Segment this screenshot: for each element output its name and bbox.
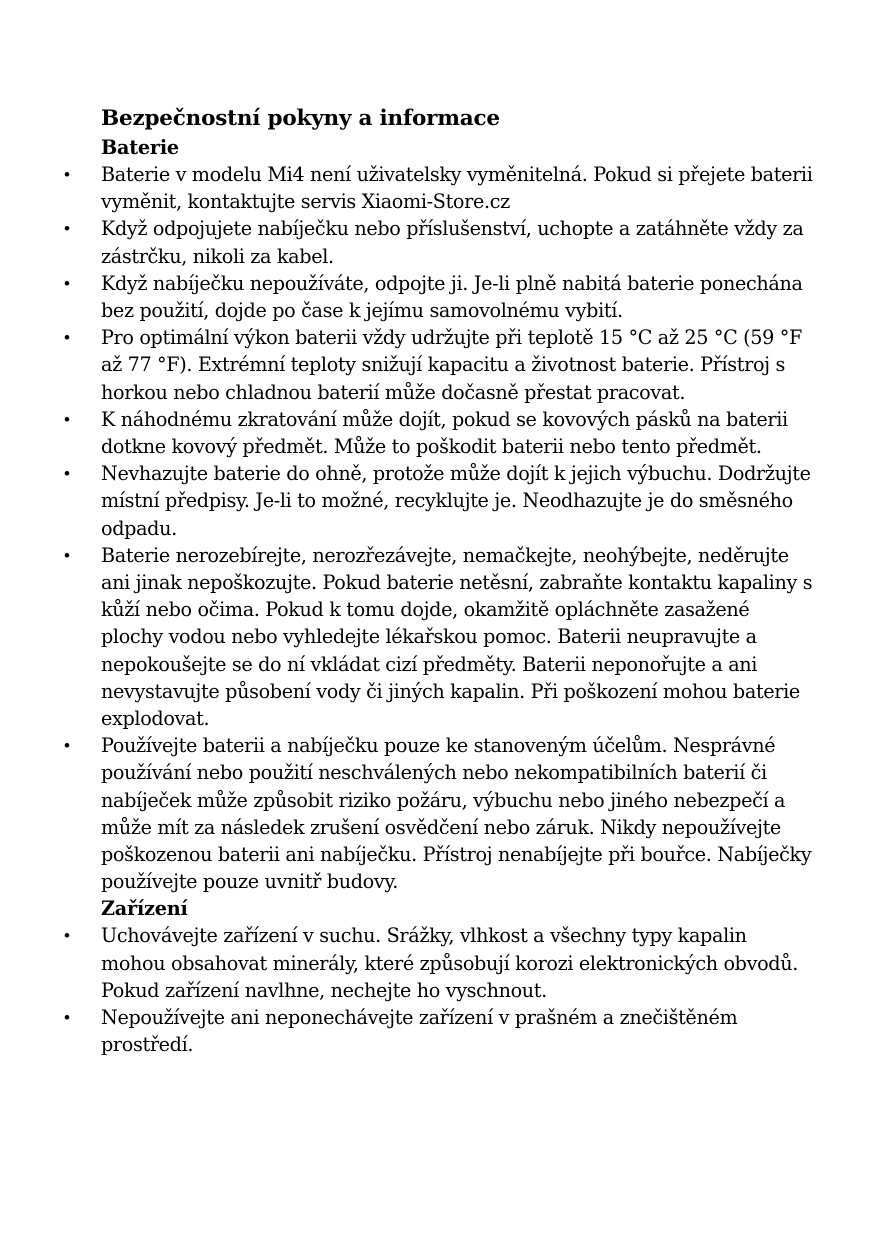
document-content (101, 104, 813, 1059)
section-heading-zarizeni: Zařízení (101, 897, 188, 921)
list-item: • Baterie nerozebírejte, nerozřezávejte, nemačkejte, neohýbejte, neděrujte ani jinak nepoškozujte. Pokud baterie netěsní, zabraňte kontaktu kapaliny s kůží nebo očima. Pokud k tomu dojde, okamžitě opláchněte zasažené plochy vodou nebo vyhledejte lékařskou pomoc. Baterii neupravujte a nepokoušejte se do ní vkládat cizí předměty. Baterii neponořujte a ani nevystavujte působení vody či jiných kapalin. Při poškození mohou baterie explodovat. (101, 542, 813, 732)
list-item: • Uchovávejte zařízení v suchu. Srážky, vlhkost a všechny typy kapalin mohou obsahovat minerály, které způsobují korozi elektronických obvodů. Pokud zařízení navlhne, nechejte ho vyschnout. (101, 922, 813, 1004)
list-item: • K náhodnému zkratování může dojít, pokud se kovových pásků na baterii dotkne kovový předmět. Může to poškodit baterii nebo tento předmět. (101, 406, 813, 460)
document-title: Bezpečnostní pokyny a informace (101, 106, 500, 131)
baterie-bullet-list (101, 161, 813, 895)
section-heading-baterie: Baterie (101, 136, 179, 159)
list-item: • Když nabíječku nepoužíváte, odpojte ji. Je-li plně nabitá baterie ponechána bez použití, dojde po čase k jejímu samovolnému vybití. (101, 270, 813, 324)
list-item: • Nevhazujte baterie do ohně, protože může dojít k jejich výbuchu. Dodržujte místní předpisy. Je-li to možné, recyklujte je. Neodhazujte je do směsného odpadu. (101, 460, 813, 542)
list-item: • Baterie v modelu Mi4 není uživatelsky vyměnitelná. Pokud si přejete baterii vyměnit, kontaktujte servis Xiaomi-Store.cz (101, 161, 813, 215)
zarizeni-bullet-list (101, 922, 813, 1058)
list-item: • Používejte baterii a nabíječku pouze ke stanoveným účelům. Nesprávné používání nebo použití neschválených nebo nekompatibilních baterií či nabíječek může způsobit riziko požáru, výbuchu nebo jiného nebezpečí a může mít za následek zrušení osvědčení nebo záruk. Nikdy nepoužívejte poškozenou baterii ani nabíječku. Přístroj nenabíjejte při bouřce. Nabíječky používejte pouze uvnitř budovy. (101, 732, 813, 895)
list-item: • Nepoužívejte ani neponechávejte zařízení v prašném a znečištěném prostředí. (101, 1004, 813, 1058)
list-item: • Pro optimální výkon baterii vždy udržujte při teplotě 15 °C až 25 °C (59 °F až 77 °F). Extrémní teploty snižují kapacitu a životnost baterie. Přístroj s horkou nebo chladnou baterií může dočasně přestat pracovat. (101, 324, 813, 406)
list-item: • Když odpojujete nabíječku nebo příslušenství, uchopte a zatáhněte vždy za zástrčku, nikoli za kabel. (101, 215, 813, 269)
